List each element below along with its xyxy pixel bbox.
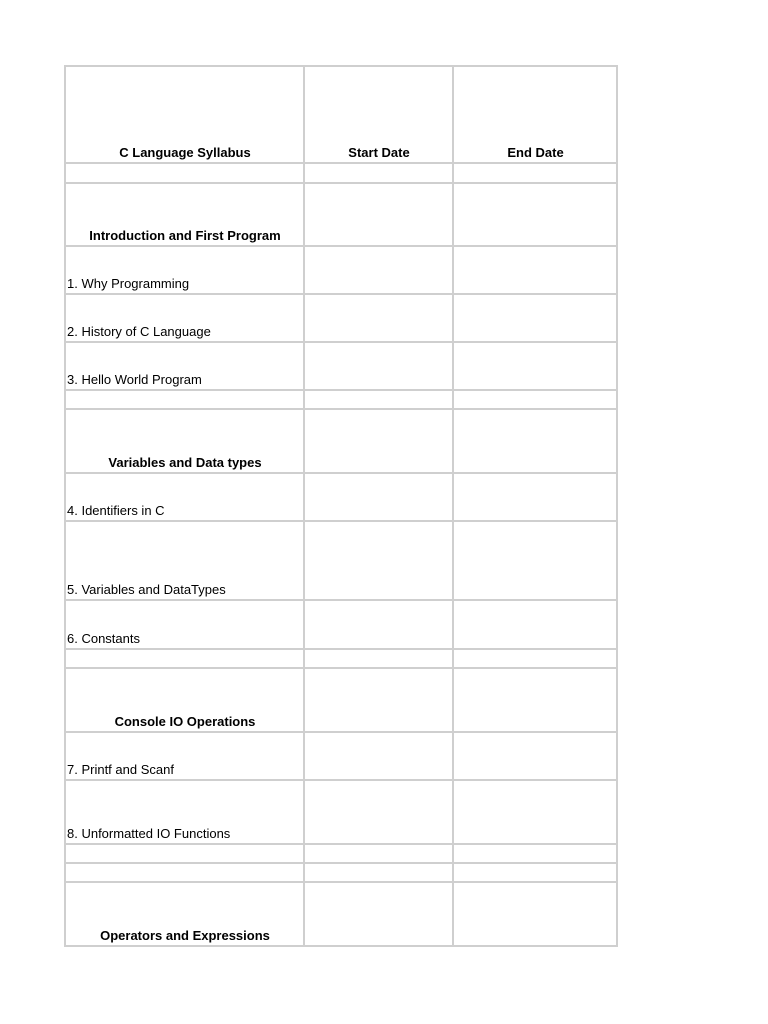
start-date-cell[interactable]: [304, 732, 453, 780]
syllabus-title: C Language Syllabus: [65, 66, 304, 163]
start-date-header: Start Date: [304, 66, 453, 163]
topic-label: 4. Identifiers in C: [65, 473, 304, 521]
topic-row: [65, 246, 617, 294]
topic-label: 2. History of C Language: [65, 294, 304, 342]
topic-label: 3. Hello World Program: [65, 342, 304, 390]
section-row: [65, 882, 617, 946]
blank-cell: [65, 649, 304, 668]
topic-label: 8. Unformatted IO Functions: [65, 780, 304, 844]
end-date-cell[interactable]: [453, 649, 617, 668]
start-date-cell[interactable]: [304, 521, 453, 600]
start-date-cell[interactable]: [304, 294, 453, 342]
start-date-cell[interactable]: [304, 246, 453, 294]
end-date-cell[interactable]: [453, 409, 617, 473]
start-date-cell[interactable]: [304, 844, 453, 863]
blank-cell: [65, 844, 304, 863]
topic-row: [65, 600, 617, 649]
start-date-cell[interactable]: [304, 668, 453, 732]
end-date-cell[interactable]: [453, 246, 617, 294]
start-date-cell[interactable]: [304, 163, 453, 183]
end-date-cell[interactable]: [453, 600, 617, 649]
section-row: [65, 409, 617, 473]
start-date-cell[interactable]: [304, 600, 453, 649]
blank-row: [65, 649, 617, 668]
topic-label: 7. Printf and Scanf: [65, 732, 304, 780]
end-date-cell[interactable]: [453, 882, 617, 946]
topic-row: [65, 294, 617, 342]
blank-cell: [65, 390, 304, 409]
blank-row: [65, 163, 617, 183]
blank-cell: [65, 163, 304, 183]
section-row: [65, 183, 617, 246]
start-date-cell[interactable]: [304, 649, 453, 668]
start-date-cell[interactable]: [304, 409, 453, 473]
blank-cell: [65, 863, 304, 882]
end-date-cell[interactable]: [453, 294, 617, 342]
section-heading: Operators and Expressions: [65, 882, 304, 946]
header-row: [65, 66, 617, 163]
end-date-cell[interactable]: [453, 521, 617, 600]
topic-row: [65, 473, 617, 521]
section-heading: Introduction and First Program: [65, 183, 304, 246]
end-date-cell[interactable]: [453, 342, 617, 390]
blank-row: [65, 844, 617, 863]
blank-row: [65, 863, 617, 882]
syllabus-table: [64, 65, 618, 947]
end-date-cell[interactable]: [453, 863, 617, 882]
end-date-cell[interactable]: [453, 668, 617, 732]
start-date-cell[interactable]: [304, 473, 453, 521]
topic-label: 5. Variables and DataTypes: [65, 521, 304, 600]
start-date-cell[interactable]: [304, 342, 453, 390]
topic-label: 1. Why Programming: [65, 246, 304, 294]
end-date-cell[interactable]: [453, 780, 617, 844]
end-date-cell[interactable]: [453, 473, 617, 521]
blank-row: [65, 390, 617, 409]
start-date-cell[interactable]: [304, 780, 453, 844]
start-date-cell[interactable]: [304, 882, 453, 946]
topic-row: [65, 732, 617, 780]
section-heading: Variables and Data types: [65, 409, 304, 473]
start-date-cell[interactable]: [304, 183, 453, 246]
start-date-cell[interactable]: [304, 863, 453, 882]
topic-row: [65, 521, 617, 600]
start-date-cell[interactable]: [304, 390, 453, 409]
end-date-cell[interactable]: [453, 163, 617, 183]
end-date-cell[interactable]: [453, 732, 617, 780]
topic-row: [65, 342, 617, 390]
topic-label: 6. Constants: [65, 600, 304, 649]
end-date-header: End Date: [453, 66, 617, 163]
end-date-cell[interactable]: [453, 844, 617, 863]
section-heading: Console IO Operations: [65, 668, 304, 732]
topic-row: [65, 780, 617, 844]
end-date-cell[interactable]: [453, 390, 617, 409]
end-date-cell[interactable]: [453, 183, 617, 246]
section-row: [65, 668, 617, 732]
